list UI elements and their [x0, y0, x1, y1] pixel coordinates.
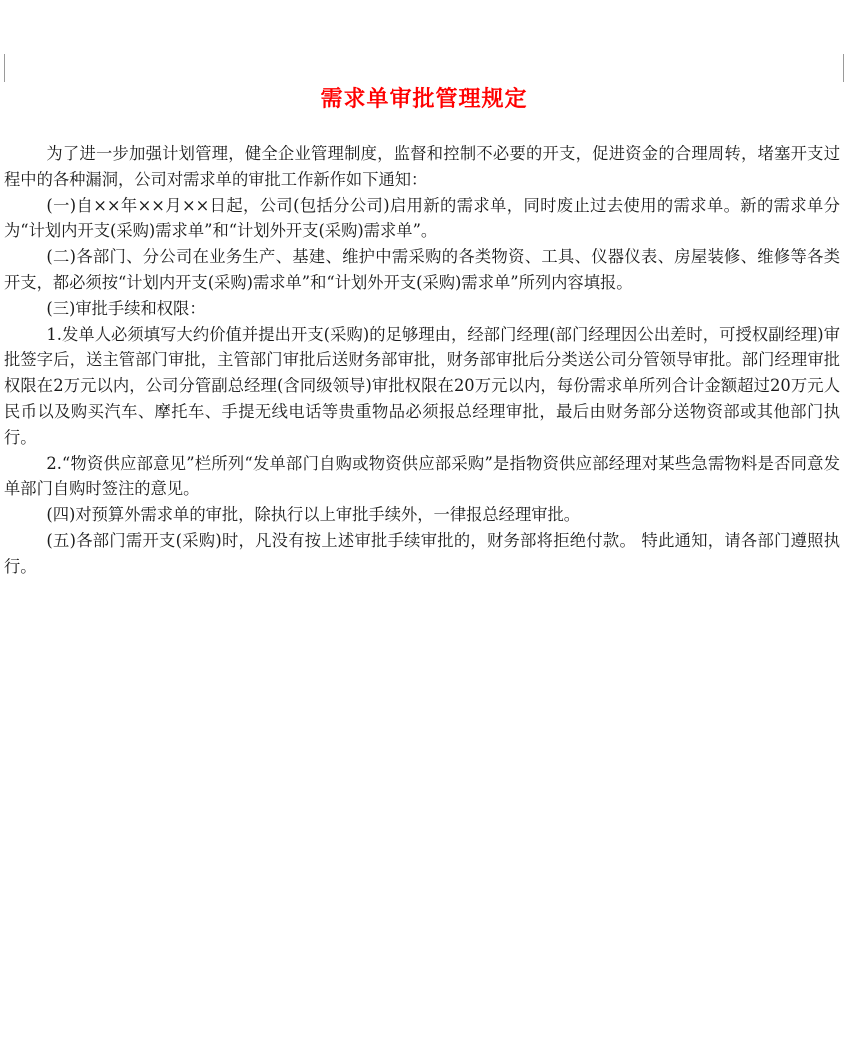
- crop-mark-right: [843, 54, 844, 82]
- paragraph-item-1: (一)自××年××月××日起，公司(包括分公司)启用新的需求单，同时废止过去使用的需求单。新的需求单分为“计划内开支(采购)需求单”和“计划外开支(采购)需求单”。: [4, 195, 840, 241]
- document-title: 需求单审批管理规定: [320, 87, 528, 112]
- paragraph-item-3-2: 2.“物资供应部意见”栏所列“发单部门自购或物资供应部采购”是指物资供应部经理对某些急需物料是否同意发单部门自购时签注的意见。: [4, 453, 840, 499]
- paragraph-item-3-1: 1.发单人必须填写大约价值并提出开支(采购)的足够理由，经部门经理(部门经理因公出差时，可授权副经理)审批签字后，送主管部门审批，主管部门审批后送财务部审批，财务部审批后分类送公司分管领导审批。部门经理审批权限在2万元以内，公司分管副总经理(含同级领导)审批权限在20万元以内，每份需求单所列合计金额超过20万元人民币以及购买汽车、摩托车、手提无线电话等贵重物品必须报总经理审批，最后由财务部分送物资部或其他部门执行。: [4, 324, 840, 447]
- paragraph-intro: 为了进一步加强计划管理，健全企业管理制度，监督和控制不必要的开支，促进资金的合理周转，堵塞开支过程中的各种漏洞，公司对需求单的审批工作新作如下通知：: [4, 144, 840, 189]
- paragraph-item-4: (四)对预算外需求单的审批，除执行以上审批手续外，一律报总经理审批。: [46, 505, 581, 525]
- paragraph-item-3-heading: (三)审批手续和权限：: [46, 298, 206, 318]
- document-body: [4, 141, 840, 580]
- crop-mark-left: [4, 54, 5, 82]
- paragraph-item-5: (五)各部门需开支(采购)时，凡没有按上述审批手续审批的，财务部将拒绝付款。 特此通知，请各部门遵照执行。: [4, 530, 840, 576]
- paragraph-item-2: (二)各部门、分公司在业务生产、基建、维护中需采购的各类物资、工具、仪器仪表、房屋装修、维修等各类开支，都必须按“计划内开支(采购)需求单”和“计划外开支(采购)需求单”所列内容填报。: [4, 247, 840, 292]
